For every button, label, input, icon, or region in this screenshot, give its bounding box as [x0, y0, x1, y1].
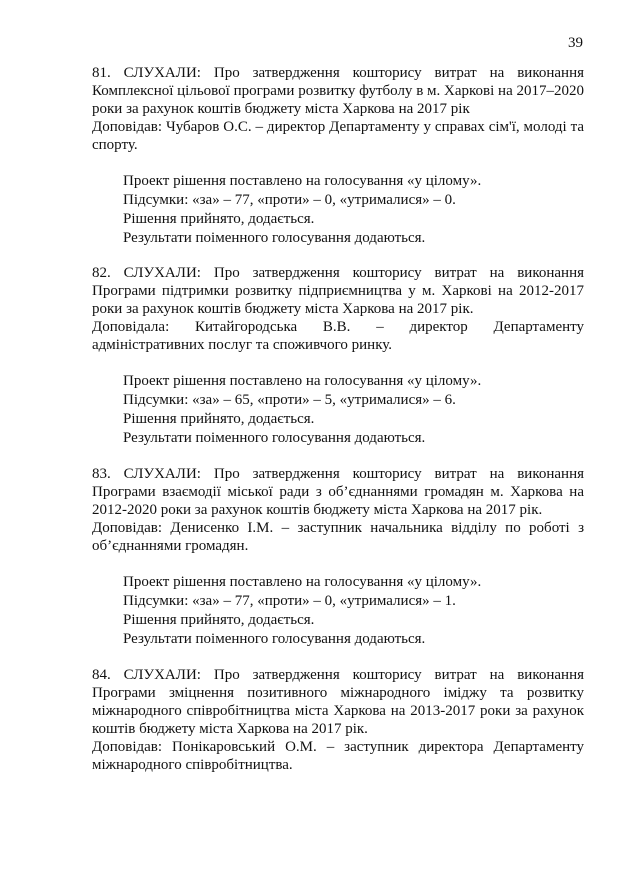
vote-block: [92, 172, 584, 248]
vote-line: Проект рішення поставлено на голосування «у цілому».: [123, 373, 482, 389]
speaker-paragraph: Доповідав: Понікаровський О.М. – заступник директора Департаменту міжнародного співробітництва.: [92, 739, 584, 773]
vote-line: Результати поіменного голосування додаються.: [123, 631, 426, 647]
vote-line: Підсумки: «за» – 77, «проти» – 0, «утрималися» – 1.: [123, 593, 456, 609]
vote-line: Підсумки: «за» – 65, «проти» – 5, «утрималися» – 6.: [123, 392, 456, 408]
agenda-item-81: [92, 64, 584, 248]
vote-line: Результати поіменного голосування додаються.: [123, 230, 426, 246]
speaker-paragraph: Доповідала: Китайгородська В.В. – директор Департаменту адміністративних послуг та споживчого ринку.: [92, 319, 584, 353]
agenda-item-84: [92, 666, 584, 774]
heard-paragraph: 84. СЛУХАЛИ: Про затвердження кошторису витрат на виконання Програми зміцнення позитивного міжнародного іміджу та розвитку міжнародного співробітництва міста Харкова на 2013-2017 роки за рахунок коштів бюджету міста Харкова на 2017 рік.: [92, 667, 584, 737]
speaker-paragraph: Доповідав: Чубаров О.С. – директор Департаменту у справах сім'ї, молоді та спорту.: [92, 119, 584, 153]
heard-paragraph: 83. СЛУХАЛИ: Про затвердження кошторису витрат на виконання Програми взаємодії міської ради з об’єднаннями громадян м. Харкова на 2012-2020 роки за рахунок коштів бюджету міста Харкова на 2017 рік.: [92, 466, 584, 518]
vote-block: [92, 573, 584, 649]
heard-paragraph: 81. СЛУХАЛИ: Про затвердження кошторису витрат на виконання Комплексної цільової програми розвитку футболу в м. Харкові на 2017–2020 роки за рахунок коштів бюджету міста Харкова на 2017 рік: [92, 65, 584, 117]
vote-line: Рішення прийнято, додається.: [123, 612, 315, 628]
vote-line: Підсумки: «за» – 77, «проти» – 0, «утрималися» – 0.: [123, 192, 456, 208]
agenda-item-83: [92, 465, 584, 649]
vote-line: Рішення прийнято, додається.: [123, 411, 315, 427]
agenda-item-82: [92, 264, 584, 448]
vote-line: Результати поіменного голосування додаються.: [123, 430, 426, 446]
page-number: 39: [568, 35, 583, 51]
heard-paragraph: 82. СЛУХАЛИ: Про затвердження кошторису витрат на виконання Програми підтримки розвитку підприємництва у м. Харкові на 2012-2017 роки за рахунок коштів бюджету міста Харкова на 2017 рік.: [92, 265, 584, 317]
vote-line: Проект рішення поставлено на голосування «у цілому».: [123, 173, 482, 189]
vote-line: Рішення прийнято, додається.: [123, 211, 315, 227]
speaker-paragraph: Доповідав: Денисенко І.М. – заступник начальника відділу по роботі з об’єднаннями громадян.: [92, 520, 584, 554]
vote-block: [92, 372, 584, 448]
vote-line: Проект рішення поставлено на голосування «у цілому».: [123, 574, 482, 590]
